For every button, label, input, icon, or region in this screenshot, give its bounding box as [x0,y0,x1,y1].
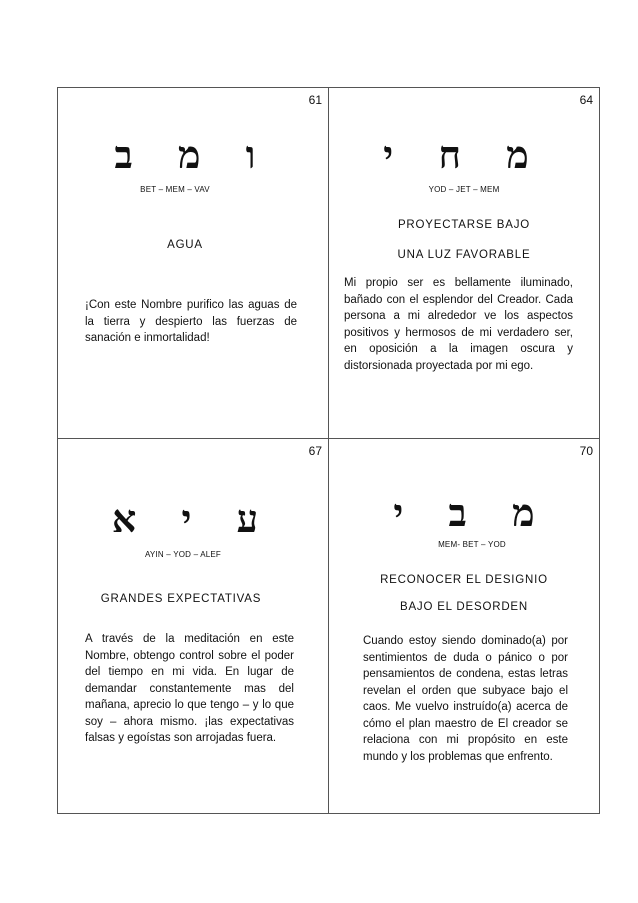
card-title-line: PROYECTARSE BAJO [397,219,531,231]
hebrew-letters: מ ב י [393,490,551,535]
card-number: 67 [308,444,322,458]
hebrew-letters: ע י א [111,496,275,541]
card-text [363,633,568,765]
letters-transliteration: YOD – JET – MEM [428,185,500,194]
card-number: 61 [308,93,322,107]
card-70 [329,439,599,813]
card-title-line: GRANDES EXPECTATIVAS [100,593,262,605]
card-text [85,297,297,347]
card-title-line: AGUA [167,239,203,251]
card-text-paragraph: A través de la meditación en este Nombre, obtengo control sobre el poder del tiempo en mi vida. En lugar de demandar constantemente mas del mañana, aprecio lo que tengo – y lo que soy – ahora mismo. ¡las expectativas falsas y egoístas son arrojadas fuera. [85,633,294,744]
cards-grid [57,87,600,814]
card-61 [58,88,328,438]
card-text-paragraph: Cuando estoy siendo dominado(a) por sentimientos de duda o pánico o por pensamientos de condena, estas letras revelan el orden que subyace bajo el caos. Me vuelvo instruído(a) acerca de cómo el plan maestro de El creador se relaciona con mi propósito en este mundo y los problemas que enfrento. [363,635,568,763]
letters-transliteration: AYIN – YOD – ALEF [144,550,222,559]
card-text [85,631,294,747]
card-number: 70 [579,444,593,458]
card-text-paragraph: ¡Con este Nombre purifico las aguas de la tierra y despierto las fuerzas de sanación e inmortalidad! [85,299,297,344]
card-number: 64 [579,93,593,107]
card-64 [329,88,599,438]
letters-transliteration: BET – MEM – VAV [140,185,210,194]
hebrew-letters: מ ח י [383,132,545,177]
card-title-line: RECONOCER EL DESIGNIO [380,574,548,586]
card-text [344,275,573,374]
card-title-line: BAJO EL DESORDEN [399,601,529,613]
letters-transliteration: MEM- BET – YOD [438,540,506,549]
hebrew-letters: ו מ ב [114,132,272,177]
card-text-paragraph: Mi propio ser es bellamente iluminado, bañado con el esplendor del Creador. Cada persona a mi alrededor ve los aspectos positivos y hermosos de mi verdadero ser, en oposición a la imagen oscura y distorsionada proyectada por mi ego. [344,277,573,372]
card-title-line: UNA LUZ FAVORABLE [397,249,531,261]
card-67 [58,439,328,813]
